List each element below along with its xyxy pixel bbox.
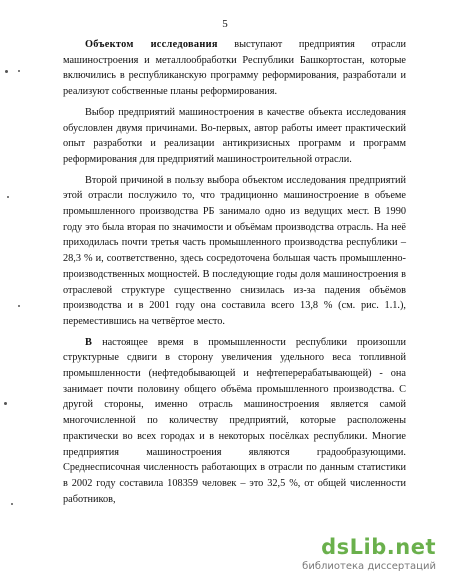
scan-dot <box>4 402 7 405</box>
paragraph-structural-shifts-text: настоящее время в промышленности республики произошли структурные сдвиги в сторону увеличения удельного веса топливной промышленности (нефтедобывающей и нефтеперерабатывающей) - она занимает почти половину общего объёма промышленного производства. С другой стороны, именно отрасль машиностроения является самой многочисленной по количеству предприятий, которые расположены практически во всех городах и в некоторых посёлках республики. Многие предприятия машиностроения являются градообразующими. Среднесписочная численность работающих в отрасли по данным статистики в 2002 году составила 108359 человек – это 32,5 %, от общей численности работников, <box>63 336 406 505</box>
scan-dot <box>18 70 20 72</box>
body-text <box>63 37 406 512</box>
scan-dot <box>7 196 9 198</box>
paragraph-initial: В <box>85 336 93 348</box>
paragraph-second-reason: Второй причиной в пользу выбора объектом исследования предприятий этой отрасли послужило то, что традиционно машиностроение в объеме промышленного производства РБ занимало одно из ведущих мест. В 1990 году это была вторая по значимости и объёмам производства отрасль. На неё приходилась почти третья часть промышленного производства республики – 28,3 % и, соответственно, здесь сосредоточена большая часть промышленно-производственных мощностей. В последующие годы доля машиностроения в отраслевой структуре существенно снизилась из-за падения объёмов производства и в 2001 году она составила всего 13,8 % (см. рис. 1.1.), переместившись на четвёртое место. <box>63 174 406 327</box>
paragraph-choice-reasons: Выбор предприятий машиностроения в качестве объекта исследования обусловлен двумя причинами. Во-первых, автор работы имеет практический опыт разработки и реализации антикризисных программ и программ реформирования для предприятий машиностроительной отрасли. <box>63 106 406 165</box>
term-object-of-research: Объектом исследования <box>85 39 218 50</box>
scan-dot <box>5 70 8 73</box>
watermark-subtitle: библиотека диссертаций <box>302 561 436 572</box>
paragraph-object-text: выступают предприятия отрасли машиностроения и металлообработки Республики Башкортостан, которые включились в республиканскую программу реформирования, разработали и реализуют собственные планы реформирования. <box>63 39 406 98</box>
paragraph-structural-shifts <box>63 335 406 508</box>
page-number: 5 <box>222 18 228 30</box>
scan-dot <box>11 503 13 505</box>
watermark-logo: dsLib.net <box>321 535 436 559</box>
dslib-watermark <box>288 535 436 575</box>
scan-dot <box>18 305 20 307</box>
paragraph-object <box>63 37 406 100</box>
